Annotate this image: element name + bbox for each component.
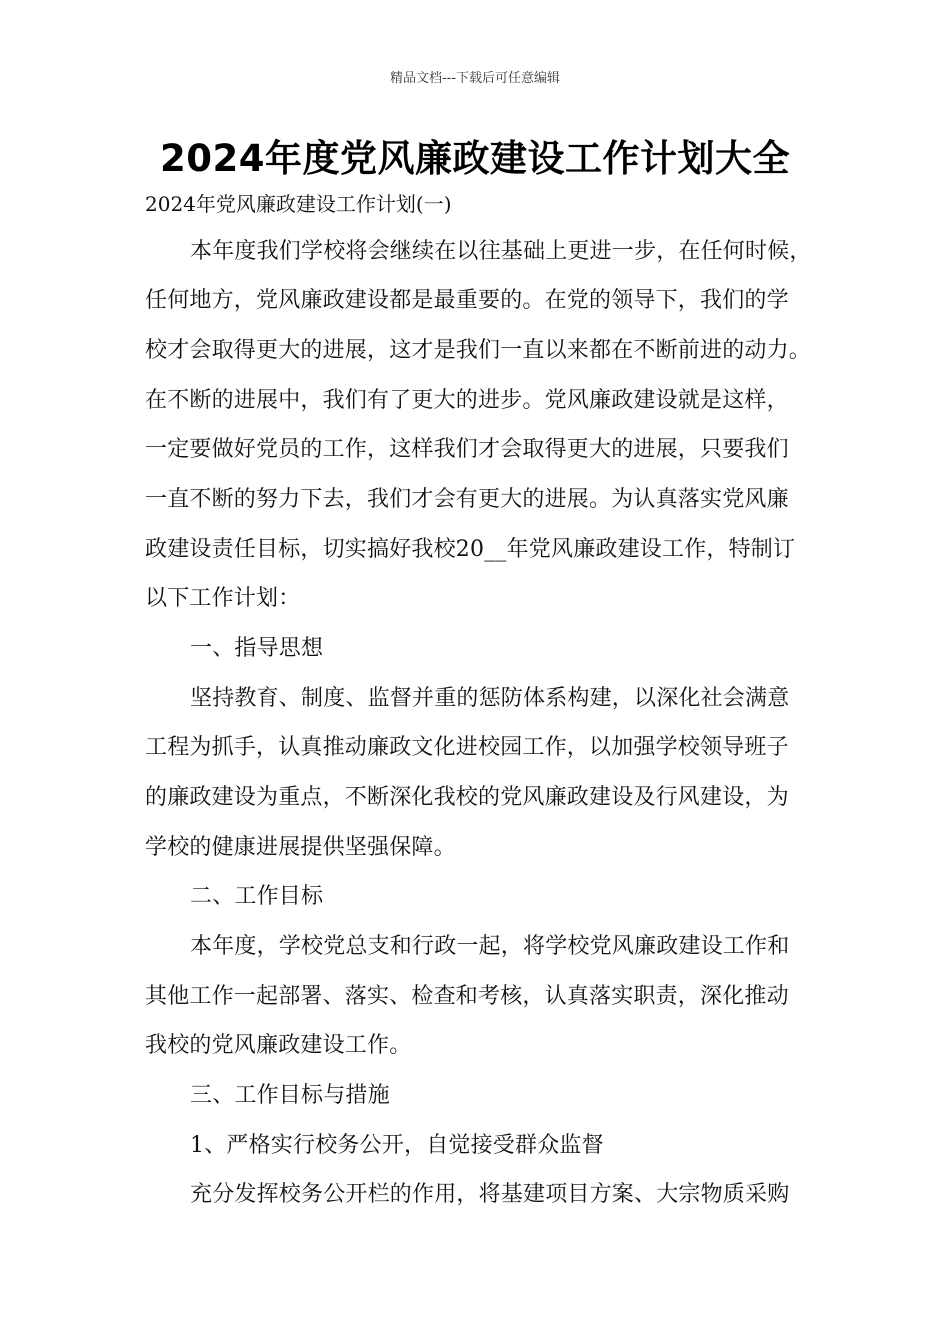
paragraph-line: 本年度，学校党总支和行政一起，将学校党风廉政建设工作和 [190, 934, 790, 959]
paragraph-line: 一直不断的努力下去，我们才会有更大的进展。为认真落实党风廉 [145, 487, 789, 512]
paragraph-line: 以下工作计划： [145, 586, 301, 611]
subsection-heading: 1、严格实行校务公开，自觉接受群众监督 [190, 1133, 604, 1158]
paragraph-line: 校才会取得更大的进展，这才是我们一直以来都在不断前进的动力。 [145, 338, 812, 363]
paragraph-line: 我校的党风廉政建设工作。 [145, 1033, 412, 1058]
section-heading: 二、工作目标 [190, 884, 324, 909]
section-subtitle: 2024年党风廉政建设工作计划(一) [145, 192, 452, 216]
paragraph-line: 充分发挥校务公开栏的作用，将基建项目方案、大宗物质采购 [190, 1182, 790, 1207]
paragraph-line: 在不断的进展中，我们有了更大的进步。党风廉政建设就是这样， [145, 388, 789, 413]
paragraph-line: 任何地方，党风廉政建设都是最重要的。在党的领导下，我们的学 [145, 288, 789, 313]
header-note: 精品文档---下载后可任意编辑 [389, 71, 561, 86]
paragraph-line: 一定要做好党员的工作，这样我们才会取得更大的进展，只要我们 [145, 437, 789, 462]
document-title: 2024年度党风廉政建设工作计划大全 [160, 137, 790, 180]
paragraph-line: 的廉政建设为重点，不断深化我校的党风廉政建设及行风建设，为 [145, 785, 789, 810]
paragraph-line: 本年度我们学校将会继续在以往基础上更进一步，在任何时候， [190, 239, 812, 264]
paragraph-line: 工程为抓手，认真推动廉政文化进校园工作，以加强学校领导班子 [145, 735, 789, 760]
section-heading: 三、工作目标与措施 [190, 1083, 390, 1108]
paragraph-line: 坚持教育、制度、监督并重的惩防体系构建，以深化社会满意 [190, 686, 790, 711]
section-heading: 一、指导思想 [190, 636, 324, 661]
paragraph-line: 政建设责任目标，切实搞好我校20__年党风廉政建设工作，特制订 [145, 537, 796, 562]
paragraph-line: 学校的健康进展提供坚强保障。 [145, 835, 456, 860]
paragraph-line: 其他工作一起部署、落实、检查和考核，认真落实职责，深化推动 [145, 984, 789, 1009]
